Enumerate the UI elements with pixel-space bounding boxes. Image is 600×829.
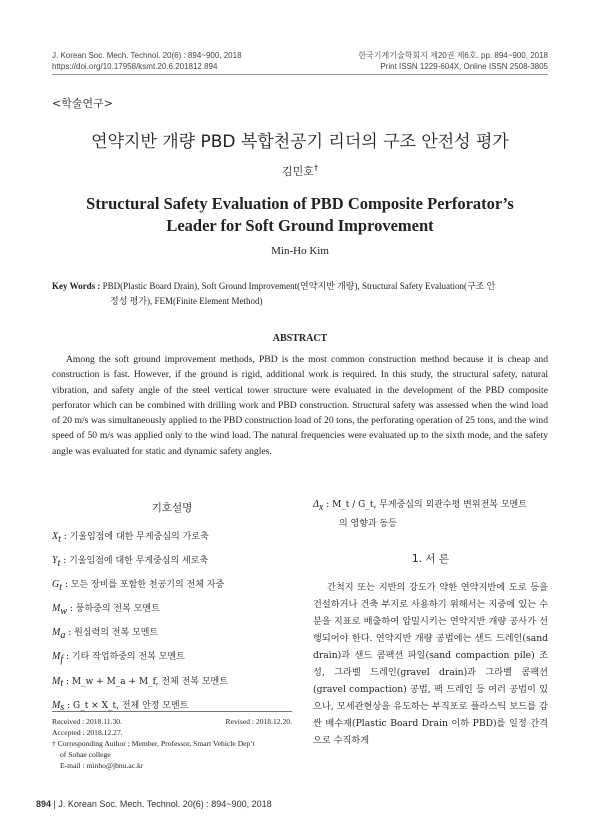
symbol-row: $X_t$ : 기울임점에 대한 무게중심의 가로축	[52, 531, 209, 545]
footer-citation: J. Korean Soc. Mech. Technol. 20(6) : 894~900, 2018	[58, 799, 272, 809]
symbol-row: $M_f$ : 기타 작업하중의 전복 모멘트	[52, 651, 185, 666]
symbol-row: $M_s$ : G_t × X_t, 전체 안정 모멘트	[52, 699, 189, 714]
symbol-row: $M_t$ : M_w + M_a + M_f, 전체 전복 모멘트	[52, 675, 228, 690]
dates-row	[52, 716, 292, 727]
title-english	[0, 193, 600, 237]
delta-line2: 의 영향과 동등	[339, 518, 397, 529]
footnote-divider	[52, 711, 292, 712]
title-korean: 연약지반 개량 PBD 복합천공기 리더의 구조 안전성 평가	[91, 132, 509, 152]
symbol-row: $G_t$ : 모든 장비를 포함한 천공기의 전체 자중	[52, 579, 225, 593]
revised-date: Revised : 2018.12.20.	[225, 717, 292, 726]
title-english-line1: Structural Safety Evaluation of PBD Composite Perforator’s	[86, 194, 514, 213]
header-divider	[52, 74, 548, 75]
keywords	[52, 279, 548, 309]
abstract-text: Among the soft ground improvement methods, PBD is the most common construction method because it is cheap and construction is fast. However, if the ground is rigid, additional work is required. In this study, the structural safety, natural vibration, and safety angle of the steel vertical tower structure were evaluated in the development of the PBD composite perforator which can be combined with drilling work and PBD construction. Structural safety was assessed when the wind load of 20 m/s was simultaneously applied to the PBD construction load of 20 tons, the perforating operation of 25 tons, and the wind speed of 50 m/s was applied only to the wind load. The natural frequencies were evaluated up to the sixth mode, and the safety angle was evaluated for static and dynamic safety angles.	[52, 354, 548, 457]
keywords-label: Key Words :	[52, 281, 101, 291]
author-korean-name: 김민호	[282, 165, 314, 178]
doi-link[interactable]: https://doi.org/10.17958/ksmt.20.6.201812.894	[52, 62, 218, 71]
journal-header-right	[358, 50, 548, 72]
symbols-title: 기호설명	[151, 502, 193, 514]
symbol-row: $M_a$ : 원심력의 전복 모멘트	[52, 627, 159, 642]
footnote	[52, 716, 292, 771]
symbols-list	[52, 526, 297, 719]
title-english-line2: Leader for Soft Ground Improvement	[166, 216, 434, 235]
abstract-title: ABSTRACT	[272, 333, 328, 344]
delta-symbol-definition	[313, 497, 548, 532]
keywords-line2: 정성 평가), FEM(Finite Element Method)	[110, 296, 263, 306]
page-number: 894	[36, 799, 52, 809]
introduction-title: 1. 서 론	[412, 553, 449, 565]
keywords-line1: PBD(Plastic Board Drain), Soft Ground Improvement(연약지반 개량), Structural Safety Evaluation(구조 안	[102, 281, 496, 291]
received-date: Received : 2018.11.30.	[52, 717, 122, 726]
introduction-text: 간척지 또는 지반의 강도가 약한 연약지반에 도로 등을 건설하거나 건축 부지로 사용하기 위해서는 지중에 있는 수분을 지표로 배출하여 압밀시키는 연약지반 개량 공사가 선행되어야 한다. 연약지반 개량 공법에는 샌드 드레인(sand drain)과 샌드 콤팩션 파일(sand compaction pile) 조성, 그라벨 드레인(gravel drain)과 그라벨 콤팩션(gravel compaction) 공법, 팩 드레인 등 여러 공법이 있으나, 모세관현상을 유도하는 부직포로 플라스틱 보드를 감싼 배수재(Plastic Board Drain 이하 PBD)를 일정 간격으로 수직하게	[313, 582, 548, 746]
page-footer: 894 | J. Korean Soc. Mech. Technol. 20(6) : 894~900, 2018	[36, 799, 272, 809]
symbol-row: $Y_t$ : 기울임점에 대한 무게중심의 세로축	[52, 555, 209, 569]
author-email[interactable]: E-mail : minho@jbnu.ac.kr	[60, 761, 144, 770]
author-english: Min-Ho Kim	[271, 245, 329, 257]
symbol-row: $M_w$ : 풍하중의 전복 모멘트	[52, 603, 160, 618]
corresponding-author: † Corresponding Author ; Member, Professor, Smart Vehicle Dep’t	[52, 739, 255, 748]
issn-info: Print ISSN 1229-604X, Online ISSN 2508-3805	[380, 62, 548, 71]
corresponding-mark: †	[313, 163, 318, 173]
journal-citation-korean: 한국기계기술학회지 제20권 제6호. pp. 894~900, 2018	[358, 51, 548, 60]
journal-header-left	[52, 50, 242, 72]
delta-line1: $\Delta_x$ : M_t / G_t, 무게중심의 외관수평 변위전복 모멘트	[313, 499, 527, 513]
author-korean	[0, 163, 600, 179]
journal-citation: J. Korean Soc. Mech. Technol. 20(6) : 894~900, 2018	[52, 51, 242, 60]
article-type: <학술연구>	[52, 97, 113, 110]
accepted-date: Accepted : 2018.12.27.	[52, 728, 123, 737]
corresponding-author-cont: of Sohae college	[60, 750, 111, 759]
